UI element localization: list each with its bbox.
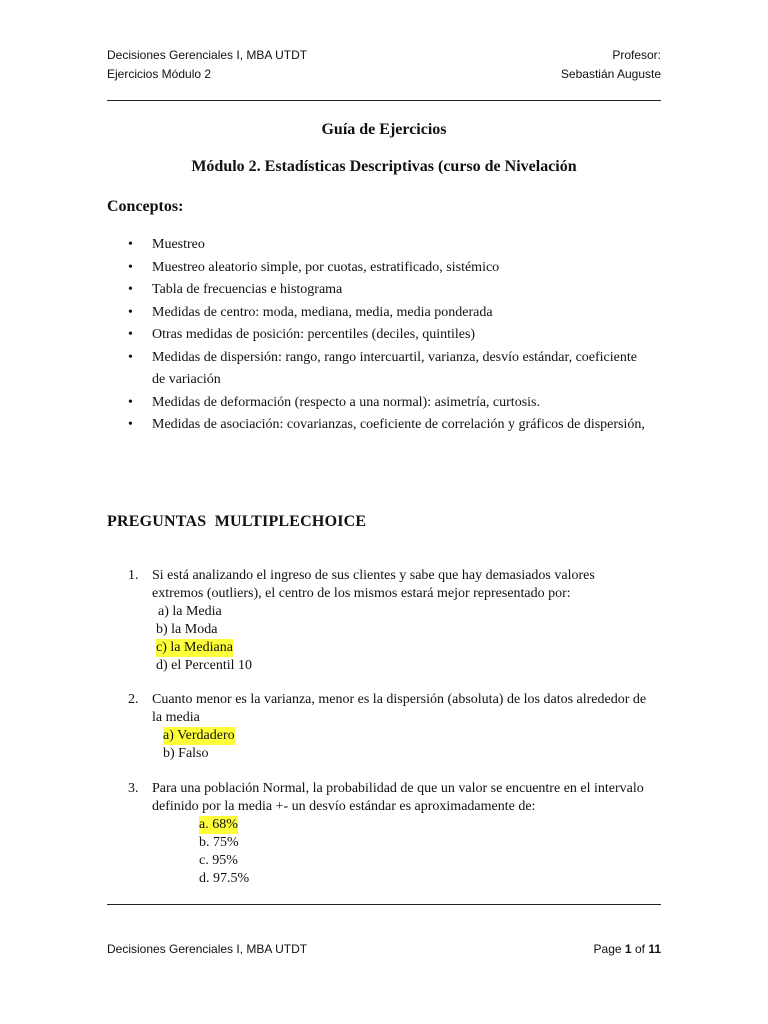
header-divider bbox=[107, 100, 661, 101]
concepts-heading: Conceptos: bbox=[107, 198, 184, 215]
option-d: d. 97.5% bbox=[199, 871, 250, 886]
header-right bbox=[561, 46, 661, 84]
of-word: of bbox=[634, 942, 645, 956]
multiple-choice-heading: PREGUNTAS MULTIPLECHOICE bbox=[107, 513, 367, 530]
page-number: 1 bbox=[624, 942, 632, 956]
question-text: Si está analizando el ingreso de sus clientes y sabe que hay demasiados valores extremos (outliers), el centro de los mismos estará mejor representado por: bbox=[152, 568, 595, 601]
question-2 bbox=[128, 691, 648, 763]
list-item: • Medidas de asociación: covarianzas, coeficiente de correlación y gráficos de dispersión, bbox=[128, 414, 648, 437]
page-header bbox=[107, 46, 661, 84]
list-item: • Tabla de frecuencias e histograma bbox=[128, 279, 648, 302]
option-a-highlighted: a) Verdadero bbox=[163, 728, 235, 743]
list-item: • Medidas de dispersión: rango, rango intercuartil, varianza, desvío estándar, coeficiente de variación bbox=[128, 347, 648, 392]
footer-course-name: Decisiones Gerenciales I, MBA UTDT bbox=[107, 942, 308, 956]
question-text: Cuanto menor es la varianza, menor es la dispersión (absoluta) de los datos alrededor de la media bbox=[152, 692, 647, 725]
option-b: b) la Moda bbox=[156, 622, 218, 637]
professor-label: Profesor: bbox=[612, 48, 661, 62]
concepts-list bbox=[128, 234, 648, 437]
option-c-highlighted: c) la Mediana bbox=[156, 640, 233, 655]
page-indicator bbox=[594, 942, 661, 956]
footer-divider bbox=[107, 904, 661, 905]
option-a: a) la Media bbox=[158, 604, 222, 619]
option-b: b. 75% bbox=[199, 835, 239, 850]
list-item: • Otras medidas de posición: percentiles (deciles, quintiles) bbox=[128, 324, 648, 347]
page-footer bbox=[107, 942, 661, 956]
question-number: 3. bbox=[128, 781, 139, 796]
list-item: • Muestreo bbox=[128, 234, 648, 257]
header-left bbox=[107, 46, 307, 84]
page-total: 11 bbox=[648, 942, 661, 956]
question-number: 1. bbox=[128, 568, 139, 583]
list-item: • Medidas de centro: moda, mediana, media, media ponderada bbox=[128, 302, 648, 325]
option-a-highlighted: a. 68% bbox=[199, 817, 238, 832]
page-word: Page bbox=[593, 942, 622, 956]
document-subtitle: Módulo 2. Estadísticas Descriptivas (curso de Nivelación bbox=[191, 158, 577, 175]
document-title: Guía de Ejercicios bbox=[321, 121, 447, 138]
option-c: c. 95% bbox=[199, 853, 238, 868]
question-text: Para una población Normal, la probabilidad de que un valor se encuentre en el intervalo definido por la media +- un desvío estándar es aproximadamente de: bbox=[152, 781, 644, 814]
list-item: • Medidas de deformación (respecto a una normal): asimetría, curtosis. bbox=[128, 392, 648, 415]
course-name: Decisiones Gerenciales I, MBA UTDT bbox=[107, 48, 308, 62]
option-b: b) Falso bbox=[163, 746, 209, 761]
option-d: d) el Percentil 10 bbox=[156, 658, 253, 673]
list-item: • Muestreo aleatorio simple, por cuotas, estratificado, sistémico bbox=[128, 257, 648, 280]
question-3 bbox=[128, 780, 648, 888]
module-name: Ejercicios Módulo 2 bbox=[107, 67, 212, 81]
question-1 bbox=[128, 567, 648, 675]
professor-name: Sebastián Auguste bbox=[560, 67, 661, 81]
question-number: 2. bbox=[128, 692, 139, 707]
